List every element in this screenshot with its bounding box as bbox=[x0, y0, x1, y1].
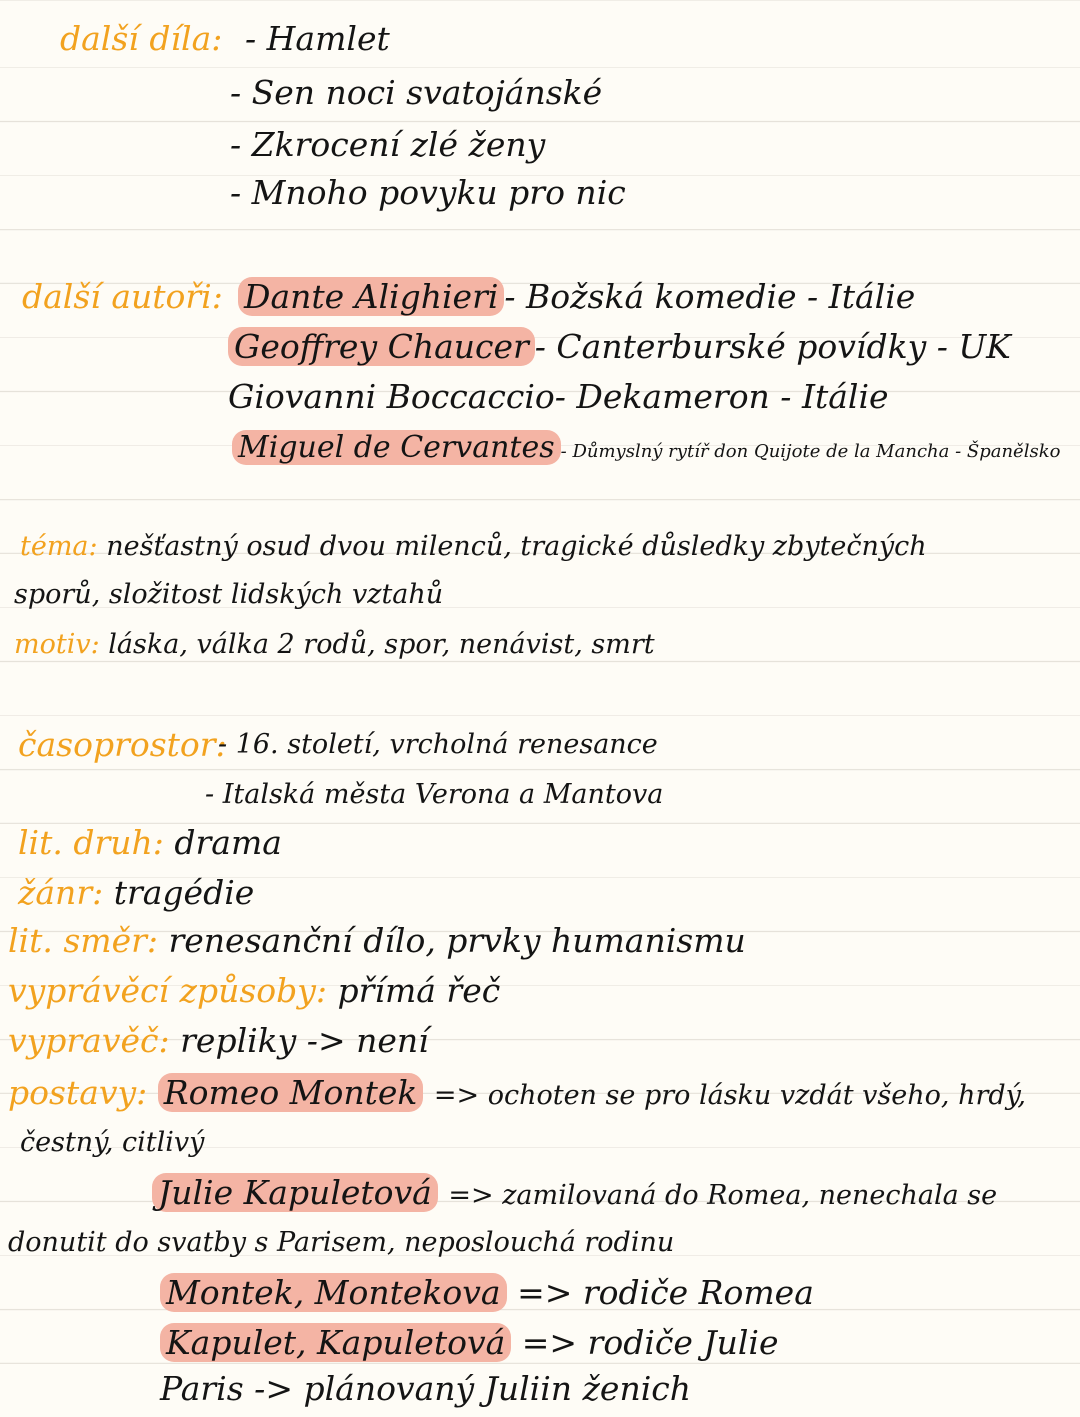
motiv-row bbox=[14, 624, 655, 666]
zanr-row bbox=[18, 872, 254, 914]
vypravec-text: repliky -> není bbox=[180, 1021, 429, 1060]
author-name: Miguel de Cervantes bbox=[232, 430, 561, 465]
author-row bbox=[228, 376, 889, 418]
character-row bbox=[152, 1172, 997, 1217]
author-name: Giovanni Boccaccio bbox=[228, 377, 555, 416]
tema-label: téma: bbox=[20, 531, 98, 562]
lit-druh-row bbox=[18, 822, 282, 864]
author-name: Dante Alighieri bbox=[238, 277, 504, 316]
vypravecske-zpusoby-text: přímá řeč bbox=[337, 971, 501, 1010]
dalsi-autori-label: další autoři: bbox=[22, 277, 223, 316]
vypravecske-zpusoby-row bbox=[8, 970, 500, 1012]
zanr-label: žánr: bbox=[18, 873, 104, 912]
casoprostor-text: - 16. století, vrcholná renesance bbox=[218, 729, 658, 760]
character-desc: => rodiče Julie bbox=[521, 1323, 779, 1362]
tema-text-cont: sporů, složitost lidských vztahů bbox=[14, 579, 444, 610]
motiv-text: láska, válka 2 rodů, spor, nenávist, smrt bbox=[108, 629, 655, 660]
motiv-label: motiv: bbox=[14, 629, 100, 660]
author-row bbox=[238, 276, 915, 318]
dilo-item: - Hamlet bbox=[245, 19, 390, 58]
character-desc-cont: donutit do svatby s Parisem, neposlouchá rodinu bbox=[8, 1227, 675, 1258]
character-desc: -> plánovaný Juliin ženich bbox=[254, 1369, 691, 1408]
tema-text: nešťastný osud dvou milenců, tragické důsledky zbytečných bbox=[106, 531, 927, 562]
character-desc: => ochoten se pro lásku vzdát všeho, hrdý, bbox=[433, 1080, 1026, 1111]
vypravecske-zpusoby-label: vyprávěcí způsoby: bbox=[8, 971, 328, 1010]
dilo-item: - Sen noci svatojánské bbox=[230, 73, 603, 112]
vypravec-row bbox=[8, 1020, 429, 1062]
lit-smer-text: renesanční dílo, prvky humanismu bbox=[168, 921, 746, 960]
character-desc: => zamilovaná do Romea, nenechala se bbox=[448, 1180, 998, 1211]
author-work: - Canterburské povídky - UK bbox=[534, 327, 1011, 366]
author-name: Geoffrey Chaucer bbox=[228, 327, 535, 366]
author-work: - Božská komedie - Itálie bbox=[504, 277, 916, 316]
lit-smer-label: lit. směr: bbox=[8, 921, 158, 960]
author-work: - Důmyslný rytíř don Quijote de la Mancha - Španělsko bbox=[560, 441, 1061, 462]
character-name: Romeo Montek bbox=[158, 1073, 424, 1112]
lit-druh-text: drama bbox=[174, 823, 282, 862]
dilo-item: - Mnoho povyku pro nic bbox=[230, 173, 626, 212]
casoprostor-label: časoprostor: bbox=[18, 725, 227, 764]
postavy-row-romeo bbox=[8, 1072, 1026, 1117]
casoprostor-text: - Italská města Verona a Mantova bbox=[205, 779, 664, 810]
lit-smer-row bbox=[8, 920, 746, 962]
author-work: - Dekameron - Itálie bbox=[554, 377, 889, 416]
character-row bbox=[160, 1322, 779, 1364]
character-desc-cont: čestný, citlivý bbox=[20, 1127, 205, 1158]
character-row bbox=[160, 1272, 814, 1314]
author-row bbox=[232, 426, 1060, 473]
lit-druh-label: lit. druh: bbox=[18, 823, 164, 862]
author-row bbox=[228, 326, 1011, 368]
character-desc: => rodiče Romea bbox=[517, 1273, 814, 1312]
dalsi-dila-label: další díla: bbox=[60, 19, 223, 58]
zanr-text: tragédie bbox=[113, 873, 255, 912]
character-name: Paris bbox=[160, 1369, 244, 1408]
dilo-item: - Zkrocení zlé ženy bbox=[230, 125, 546, 164]
character-name: Kapulet, Kapuletová bbox=[160, 1323, 511, 1362]
tema-row bbox=[20, 526, 927, 568]
character-name: Julie Kapuletová bbox=[152, 1173, 438, 1212]
postavy-label: postavy: bbox=[8, 1073, 148, 1112]
vypravec-label: vypravěč: bbox=[8, 1021, 170, 1060]
character-name: Montek, Montekova bbox=[160, 1273, 507, 1312]
character-row bbox=[160, 1368, 691, 1410]
